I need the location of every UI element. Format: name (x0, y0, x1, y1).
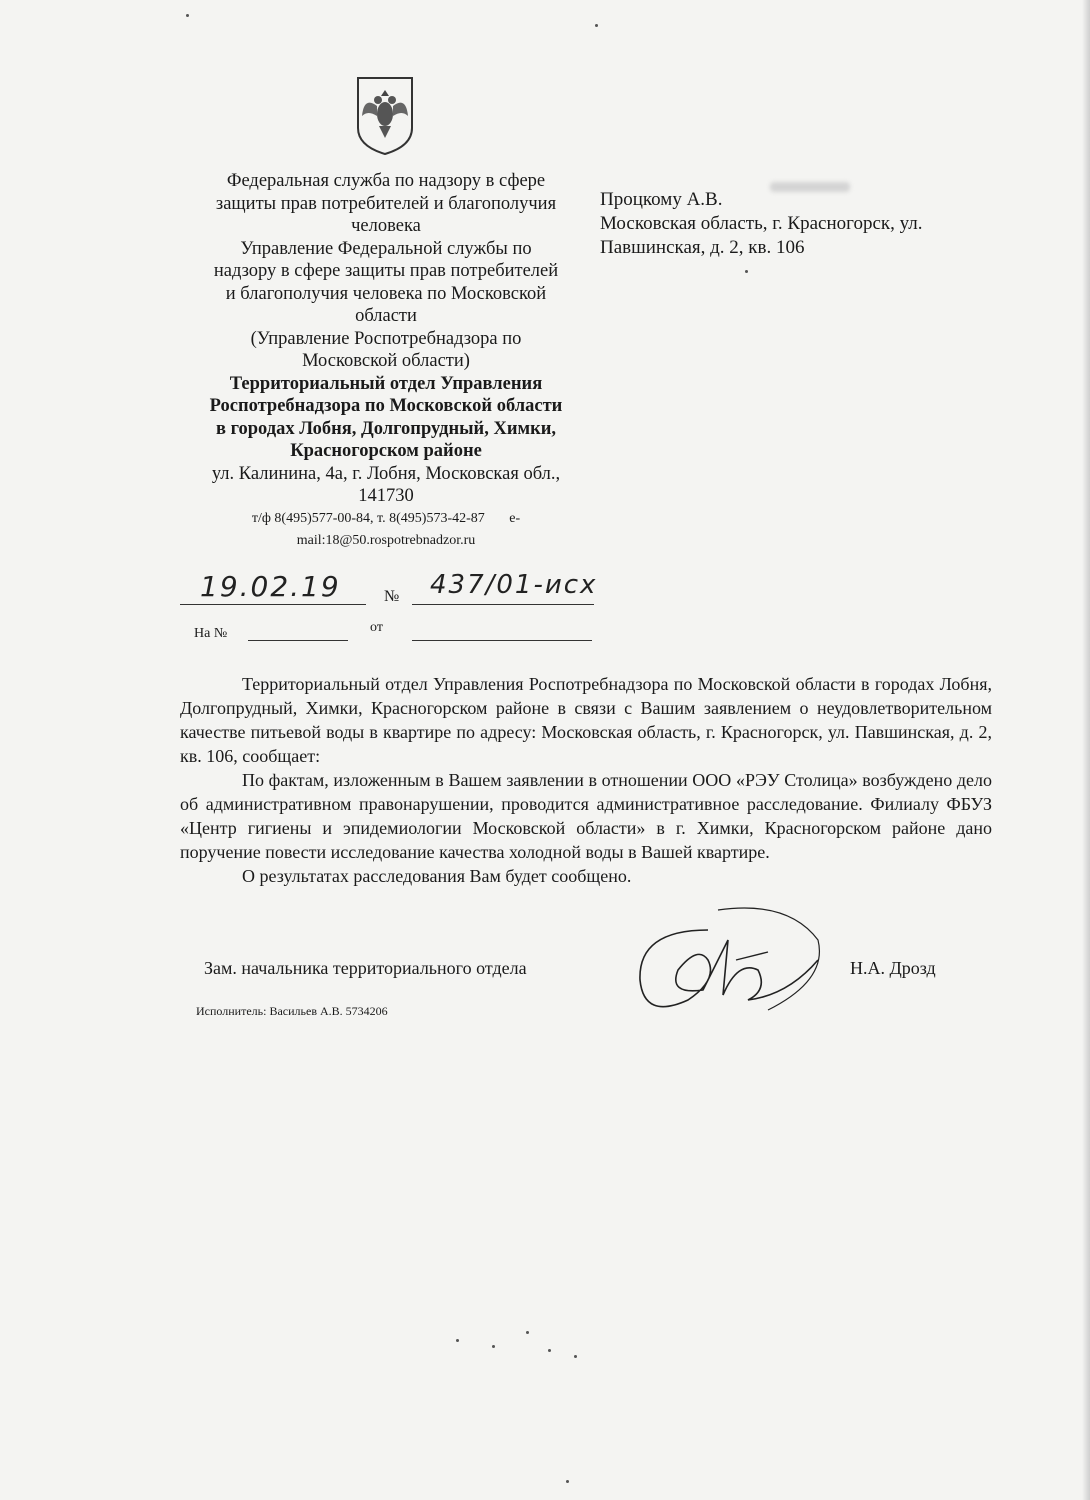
org-line: Федеральная служба по надзору в сфере (226, 171, 546, 191)
org-line: надзору в сфере защиты прав потребителей (213, 261, 559, 281)
body-paragraph: О результатах расследования Вам будет сообщено. (242, 866, 632, 886)
org-bold-line: Территориальный отдел Управления (229, 373, 543, 394)
org-contact-line: т/ф 8(495)577-00-84, т. 8(495)573-42-87 e- (251, 510, 521, 526)
from-label: от (370, 620, 383, 635)
scan-speck (186, 14, 189, 17)
ref-underline (248, 640, 348, 641)
from-underline (412, 640, 592, 641)
scan-speck (548, 1349, 551, 1352)
date-handwritten: 19.02.19 (200, 570, 341, 603)
org-bold-line: в городах Лобня, Долгопрудный, Химки, (215, 418, 557, 439)
handwritten-signature (618, 900, 838, 1040)
org-line: Московской области) (302, 351, 470, 371)
letter-body (180, 672, 992, 888)
body-paragraph: Территориальный отдел Управления Роспотребнадзора по Московской области в городах Лобня, Долгопрудный, Химки, Красногорском районе в связи с Вашим заявлением о неудовлетворительном качестве питьевой воды в квартире по адресу: Московская область, г. Красногорск, ул. Павшинская, д. 2, кв. 106, сообщает: (180, 674, 992, 766)
body-paragraph: По фактам, изложенным в Вашем заявлении в отношении ООО «РЭУ Столица» возбуждено дело об административном правонарушении, проводится административное расследование. Филиалу ФБУЗ «Центр гигиены и эпидемиологии Московской области» в г. Химки, Красногорском районе дано поручение повести исследование качества холодной воды в Вашей квартире. (180, 770, 992, 862)
org-line: Управление Федеральной службы по (240, 238, 532, 259)
addressee-block (600, 188, 980, 260)
number-underline (412, 604, 594, 605)
org-bold-line: Красногорском районе (290, 441, 482, 461)
org-contact-line: mail:18@50.rospotrebnadzor.ru (296, 532, 476, 548)
scan-edge-shadow (1082, 0, 1090, 1500)
scan-speck (566, 1480, 569, 1483)
scan-speck (526, 1331, 529, 1334)
scan-speck (456, 1339, 459, 1342)
org-line: области (355, 306, 417, 326)
signatory-name: Н.А. Дрозд (850, 958, 936, 978)
signatory-title: Зам. начальника территориального отдела (204, 958, 527, 978)
executor-note: Исполнитель: Васильев А.В. 5734206 (196, 1004, 388, 1018)
addressee-line: Московская область, г. Красногорск, ул. (600, 213, 923, 234)
org-line: человека (351, 216, 421, 236)
coat-of-arms-icon (354, 76, 416, 156)
addressee-line: Павшинская, д. 2, кв. 106 (600, 237, 805, 258)
number-handwritten: 437/01-исх (430, 570, 598, 600)
scan-speck (745, 270, 748, 273)
scan-speck (595, 24, 598, 27)
scan-speck (492, 1345, 495, 1348)
date-underline (180, 604, 366, 605)
org-address-line: 141730 (358, 486, 414, 506)
ref-label: На № (194, 626, 228, 641)
org-address-line: ул. Калинина, 4а, г. Лобня, Московская обл., (211, 463, 561, 484)
scan-speck (574, 1355, 577, 1358)
org-bold-line: Роспотребнадзора по Московской области (209, 396, 563, 416)
number-label: № (384, 588, 400, 605)
organization-header (180, 170, 592, 552)
org-line: и благополучия человека по Московской (225, 283, 547, 304)
addressee-line: Процкому А.В. (600, 189, 723, 210)
org-line: (Управление Роспотребнадзора по (250, 328, 522, 349)
org-line: защиты прав потребителей и благополучия (215, 193, 557, 214)
